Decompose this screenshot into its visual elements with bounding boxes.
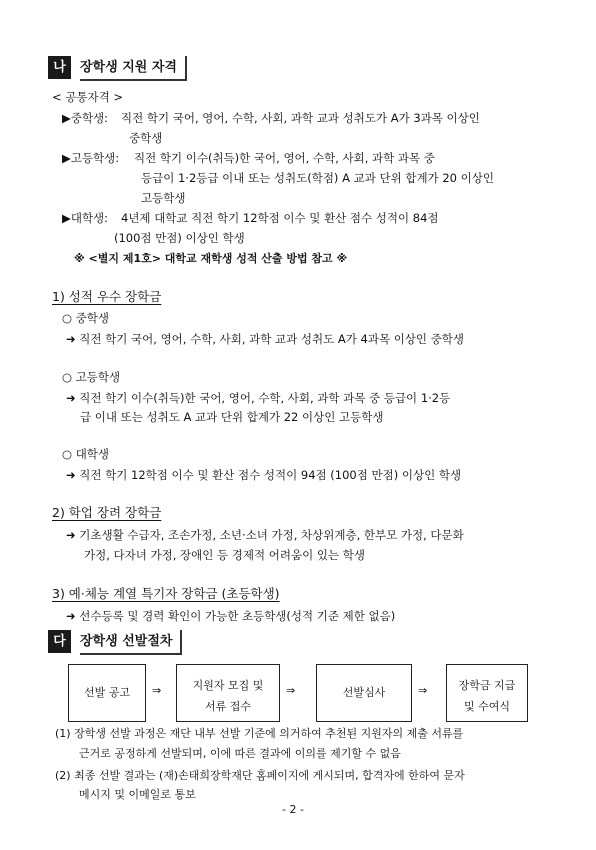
flow-arrow: ⇒ <box>152 684 162 697</box>
univ-line-1: 4년제 대학교 직전 학기 12학점 이수 및 환산 점수 성적이 84점 <box>121 211 439 225</box>
heading-encouragement-scholarship: 2) 학업 장려 장학금 <box>52 505 162 520</box>
flow-step-label: 서류 접수 <box>204 700 251 713</box>
middle-label: ▶중학생: <box>62 111 109 125</box>
high-line-3: 고등학생 <box>141 191 186 205</box>
middle-line-1: 직전 학기 국어, 영어, 수학, 사회, 과학 교과 성취도가 A가 3과목 이상인 <box>121 111 480 125</box>
arts-sports-line: ➜ 선수등록 및 경력 확인이 가능한 초등학생(성적 기준 제한 없음) <box>66 609 396 623</box>
flow-step-label: 선발 공고 <box>83 686 130 699</box>
page-number: - 2 - <box>282 803 304 816</box>
univ-label: ▶대학생: <box>62 211 109 225</box>
merit-univ-title: ○ 대학생 <box>62 447 110 461</box>
flow-arrow: ⇒ <box>286 684 296 697</box>
flow-arrow: ⇒ <box>418 684 428 697</box>
flow-step-label: 선발심사 <box>342 686 386 699</box>
section-badge: 다 <box>48 630 71 653</box>
merit-middle-line: ➜ 직전 학기 국어, 영어, 수학, 사회, 과학 교과 성취도 A가 4과목 이상인 중학생 <box>66 332 465 346</box>
note-1-line-1: (1) 장학생 선발 과정은 재단 내부 선발 기준에 의거하여 추천된 지원자의 제출 서류를 <box>55 727 464 740</box>
high-line-2: 등급이 1·2등급 이내 또는 성취도(학점) A 교과 단위 합계가 20 이상인 <box>141 171 494 185</box>
heading-merit-scholarship: 1) 성적 우수 장학금 <box>52 289 162 304</box>
flow-step-review <box>316 664 412 722</box>
common-header: < 공통자격 > <box>52 90 124 104</box>
merit-high-title: ○ 고등학생 <box>62 370 121 384</box>
merit-high-line-1: ➜ 직전 학기 이수(취득)한 국어, 영어, 수학, 사회, 과학 과목 중 등급이 1·2등 <box>66 391 451 405</box>
section-title: 장학생 선발절차 <box>80 630 182 655</box>
encouragement-line-2: 가정, 다자녀 가정, 장애인 등 경제적 어려움이 있는 학생 <box>84 548 365 562</box>
flow-step-award <box>446 664 528 722</box>
flow-step-application <box>176 664 280 722</box>
merit-middle-title: ○ 중학생 <box>62 311 110 325</box>
merit-univ-line: ➜ 직전 학기 12학점 이수 및 환산 점수 성적이 94점 (100점 만점) 이상인 학생 <box>66 468 462 482</box>
flow-step-announcement <box>68 664 146 722</box>
section-badge: 나 <box>48 56 71 79</box>
section-header-selection <box>48 630 548 653</box>
heading-arts-sports-scholarship: 3) 예·체능 계열 특기자 장학금 (초등학생) <box>52 586 280 601</box>
middle-line-2: 중학생 <box>129 131 163 145</box>
merit-high-line-2: 급 이내 또는 성취도 A 교과 단위 합계가 22 이상인 고등학생 <box>80 410 384 424</box>
section-title: 장학생 지원 자격 <box>80 56 187 81</box>
note-reference: ※ <별지 제1호> 대학교 재학생 성적 산출 방법 참고 ※ <box>74 252 348 265</box>
flow-step-label: 및 수여식 <box>463 700 510 713</box>
high-line-1: 직전 학기 이수(취득)한 국어, 영어, 수학, 사회, 과학 과목 중 <box>134 151 435 165</box>
high-label: ▶고등학생: <box>62 151 120 165</box>
note-2-line-1: (2) 최종 선발 결과는 (재)손태희장학재단 홈페이지에 게시되며, 합격자에 한하여 문자 <box>55 769 465 782</box>
note-1-line-2: 근거로 공정하게 선발되며, 이에 따른 결과에 이의를 제기할 수 없음 <box>79 747 401 760</box>
encouragement-line-1: ➜ 기초생활 수급자, 조손가정, 소년·소녀 가정, 차상위계층, 한부모 가정, 다문화 <box>66 528 464 542</box>
flow-step-label: 장학금 지급 <box>458 679 516 692</box>
flow-step-label: 지원자 모집 및 <box>192 679 264 692</box>
section-header-eligibility <box>48 56 548 79</box>
univ-line-2: (100점 만점) 이상인 학생 <box>114 231 245 245</box>
note-2-line-2: 메시지 및 이메일로 통보 <box>79 788 196 801</box>
